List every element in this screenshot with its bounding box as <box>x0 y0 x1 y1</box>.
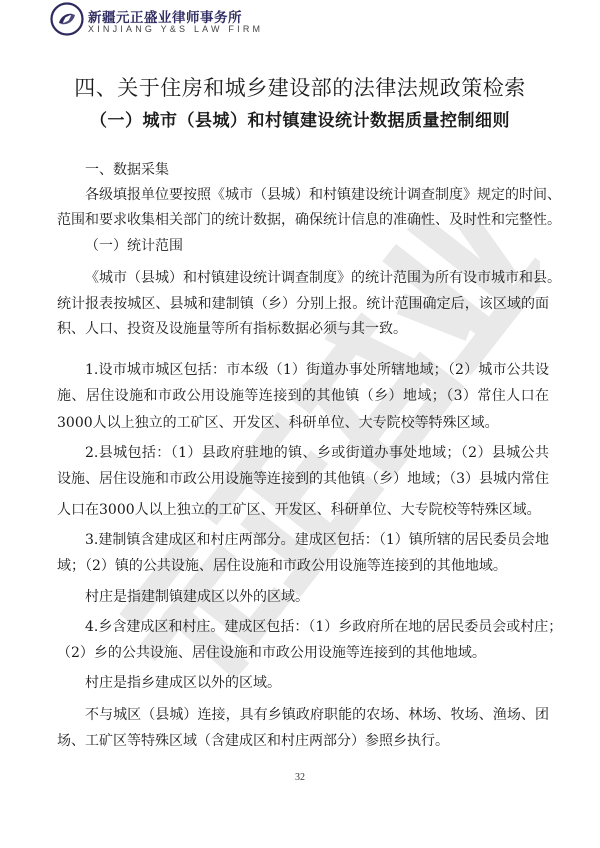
paragraph-line: 设施、居住设施和市政公用设施等连接到的其他镇（乡）地域；（3）县城内常住 <box>57 471 549 487</box>
subsection-title: （一）城市（县城）和村镇建设统计数据质量控制细则 <box>90 111 510 131</box>
heading-statistical-scope: （一）统计范围 <box>85 238 183 254</box>
paragraph-line: 1.设市城市城区包括：市本级（1）街道办事处所辖地域；（2）城市公共设 <box>85 362 549 378</box>
letterhead <box>50 2 350 38</box>
section-title: 四、关于住房和城乡建设部的法律法规政策检索 <box>74 76 526 100</box>
paragraph-line: 村庄是指建制镇建成区以外的区域。 <box>85 589 309 605</box>
firm-name-en: XINJIANG Y&S LAW FIRM <box>88 24 264 34</box>
paragraph-line: 范围和要求收集相关部门的统计数据，确保统计信息的准确性、及时性和完整性。 <box>57 212 561 228</box>
paragraph-line: 2.县城包括：（1）县政府驻地的镇、乡或街道办事处地域；（2）县城公共 <box>85 445 549 461</box>
heading-data-collection: 一、数据采集 <box>85 162 169 178</box>
paragraph-line: 积、人口、投资及设施量等所有指标数据必须与其一致。 <box>57 321 407 337</box>
firm-logo-icon <box>50 2 84 36</box>
paragraph-line: （2）乡的公共设施、居住设施和市政公用设施等连接到的其他地域。 <box>57 645 486 661</box>
paragraph-line: 不与城区（县城）连接，具有乡镇政府职能的农场、林场、牧场、渔场、团 <box>85 707 549 723</box>
paragraph-line: 统计报表按城区、县城和建制镇（乡）分别上报。统计范围确定后，该区域的面 <box>57 296 549 312</box>
page-number: 32 <box>295 772 305 783</box>
paragraph-line: 村庄是指乡建成区以外的区域。 <box>85 675 281 691</box>
paragraph-line: 4.乡含建成区和村庄。建成区包括：（1）乡政府所在地的居民委员会或村庄； <box>85 619 563 635</box>
firm-name-cn: 新疆元正盛业律师事务所 <box>88 10 242 26</box>
paragraph-line: 人口在3000人以上独立的工矿区、开发区、科研单位、大专院校等特殊区域。 <box>57 502 541 518</box>
paragraph-line: 域；（2）镇的公共设施、居住设施和市政公用设施等连接到的其他地域。 <box>57 558 507 574</box>
paragraph-line: 《城市（县城）和村镇建设统计调查制度》的统计范围为所有设市城市和县。 <box>85 270 561 286</box>
paragraph-line: 各级填报单位要按照《城市（县城）和村镇建设统计调查制度》规定的时间、 <box>85 187 561 203</box>
paragraph-line: 3.建制镇含建成区和村庄两部分。建成区包括：（1）镇所辖的居民委员会地 <box>85 532 549 548</box>
paragraph-line: 3000人以上独立的工矿区、开发区、科研单位、大专院校等特殊区域。 <box>57 415 499 431</box>
paragraph-line: 场、工矿区等特殊区域（含建成区和村庄两部分）参照乡执行。 <box>57 733 449 749</box>
paragraph-line: 施、居住设施和市政公用设施等连接到的其他镇（乡）地域；（3）常住人口在 <box>57 388 549 404</box>
